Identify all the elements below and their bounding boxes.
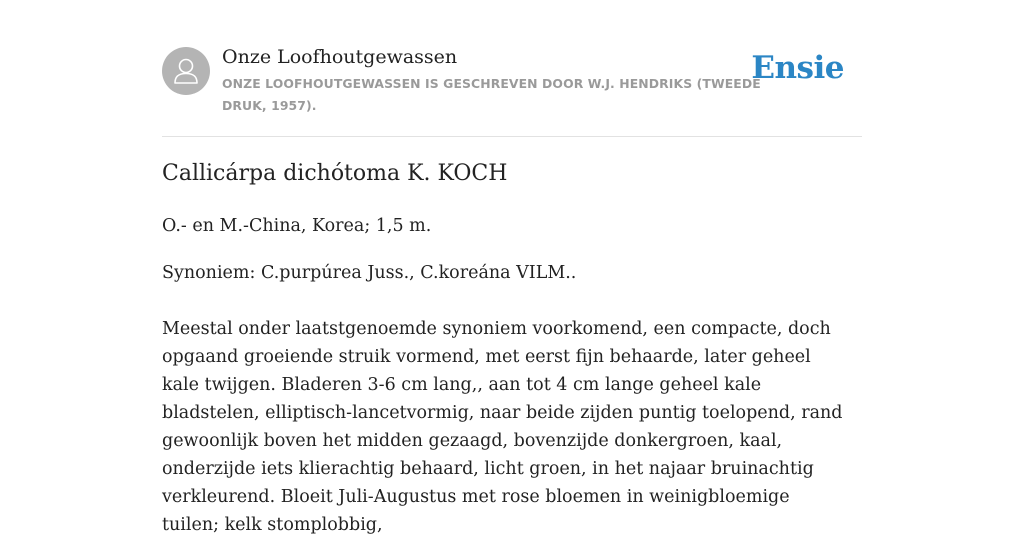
avatar[interactable]: [162, 47, 210, 95]
user-silhouette-icon: [162, 47, 210, 95]
book-header: [162, 0, 862, 137]
ensie-logo-link[interactable]: Ensie: [751, 50, 844, 86]
entry-paragraph-distribution: O.- en M.-China, Korea; 1,5 m.: [162, 216, 432, 236]
book-description: ONZE LOOFHOUTGEWASSEN IS GESCHREVEN DOOR W.J. HENDRIKS (TWEEDE DRUK, 1957).: [222, 76, 761, 113]
book-title[interactable]: Onze Loofhoutgewassen: [222, 46, 458, 68]
entry-paragraph-synonyms: Synoniem: C.purpúrea Juss., C.koreána VILM..: [162, 263, 577, 283]
entry-content: [162, 156, 852, 535]
page: [162, 0, 862, 535]
entry-paragraph-description: Meestal onder laatstgenoemde synoniem voorkomend, een compacte, doch opgaand groeiende struik vormend, met eerst fijn behaarde, later geheel kale twijgen. Bladeren 3-6 cm lang,, aan tot 4 cm lange geheel kale bladstelen, elliptisch-lancetvormig, naar beide zijden puntig toelopend, rand gewoonlijk boven het midden gezaagd, bovenzijde donkergroen, kaal, onderzijde iets klierachtig behaard, licht groen, in het najaar bruinachtig verkleurend. Bloeit Juli-Augustus met rose bloemen in weinigbloemige tuilen; kelk stomplobbig,: [162, 319, 843, 535]
entry-title: Callicárpa dichótoma K. KOCH: [162, 161, 508, 186]
